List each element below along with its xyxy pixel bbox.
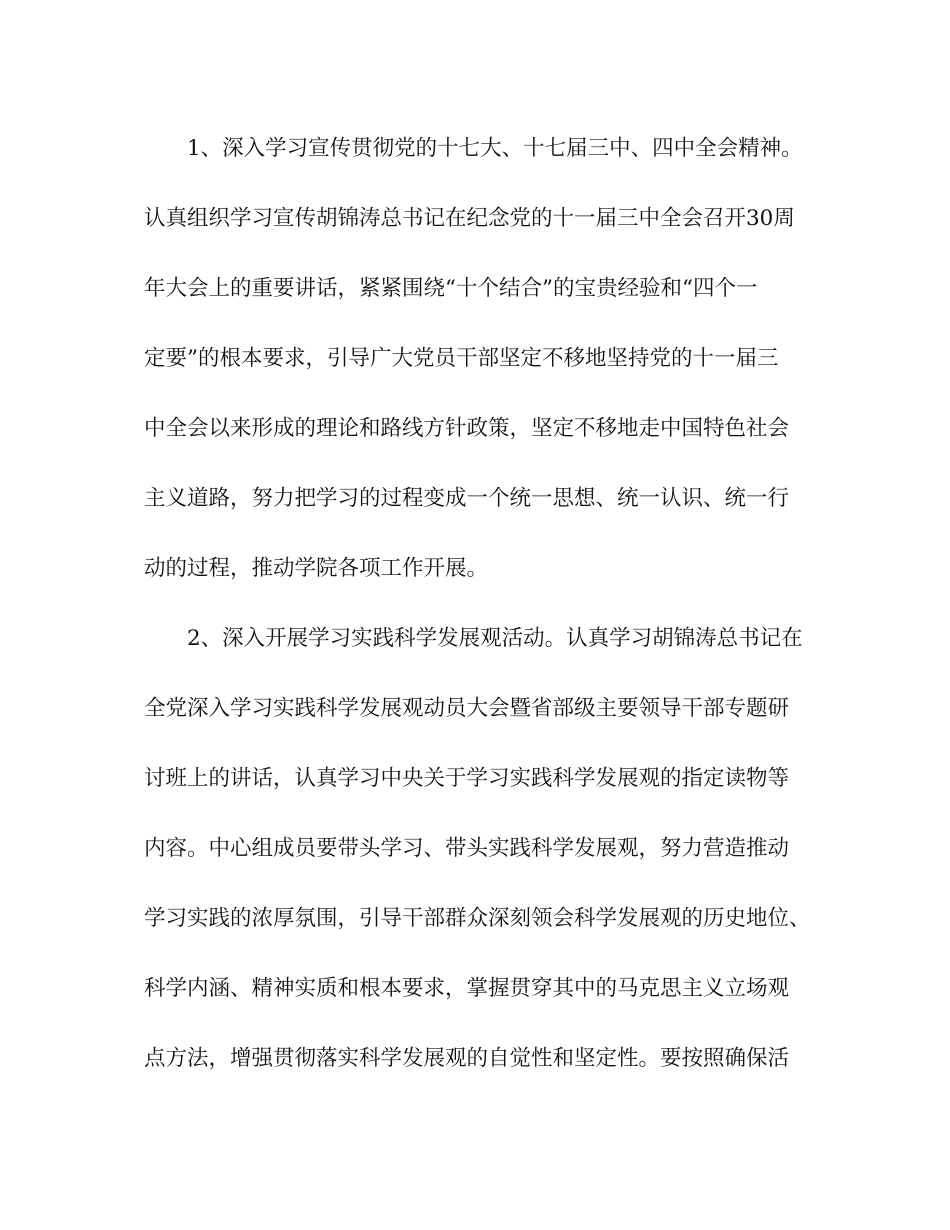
paragraph-2-line-6: 科学内涵、精神实质和根本要求，掌握贯穿其中的马克思主义立场观 — [144, 976, 790, 1001]
paragraph-2-line-4: 内容。中心组成员要带头学习、带头实践科学发展观，努力营造推动 — [144, 836, 790, 861]
paragraph-1-line-5: 中全会以来形成的理论和路线方针政策，坚定不移地走中国特色社会 — [144, 416, 790, 441]
paragraph-2-line-1: 2、深入开展学习实践科学发展观活动。认真学习胡锦涛总书记在 — [187, 626, 803, 651]
paragraph-2-line-7: 点方法，增强贯彻落实科学发展观的自觉性和坚定性。要按照确保活 — [144, 1046, 790, 1071]
paragraph-1-line-3: 年大会上的重要讲话，紧紧围绕“十个结合”的宝贵经验和“四个一 — [144, 276, 758, 301]
paragraph-1-line-4: 定要”的根本要求，引导广大党员干部坚定不移地坚持党的十一届三 — [144, 346, 779, 371]
paragraph-2-line-3: 讨班上的讲话，认真学习中央关于学习实践科学发展观的指定读物等 — [144, 766, 790, 791]
paragraph-1-line-6: 主义道路，努力把学习的过程变成一个统一思想、统一认识、统一行 — [144, 486, 790, 511]
paragraph-2-line-2: 全党深入学习实践科学发展观动员大会暨省部级主要领导干部专题研 — [144, 696, 790, 721]
paragraph-1-line-7: 动的过程，推动学院各项工作开展。 — [144, 556, 489, 581]
paragraph-1-line-1: 1、深入学习宣传贯彻党的十七大、十七届三中、四中全会精神。 — [187, 136, 803, 161]
paragraph-2-line-5: 学习实践的浓厚氛围，引导干部群众深刻领会科学发展观的历史地位、 — [144, 906, 811, 931]
paragraph-1-line-2: 认真组织学习宣传胡锦涛总书记在纪念党的十一届三中全会召开30周 — [144, 206, 795, 231]
